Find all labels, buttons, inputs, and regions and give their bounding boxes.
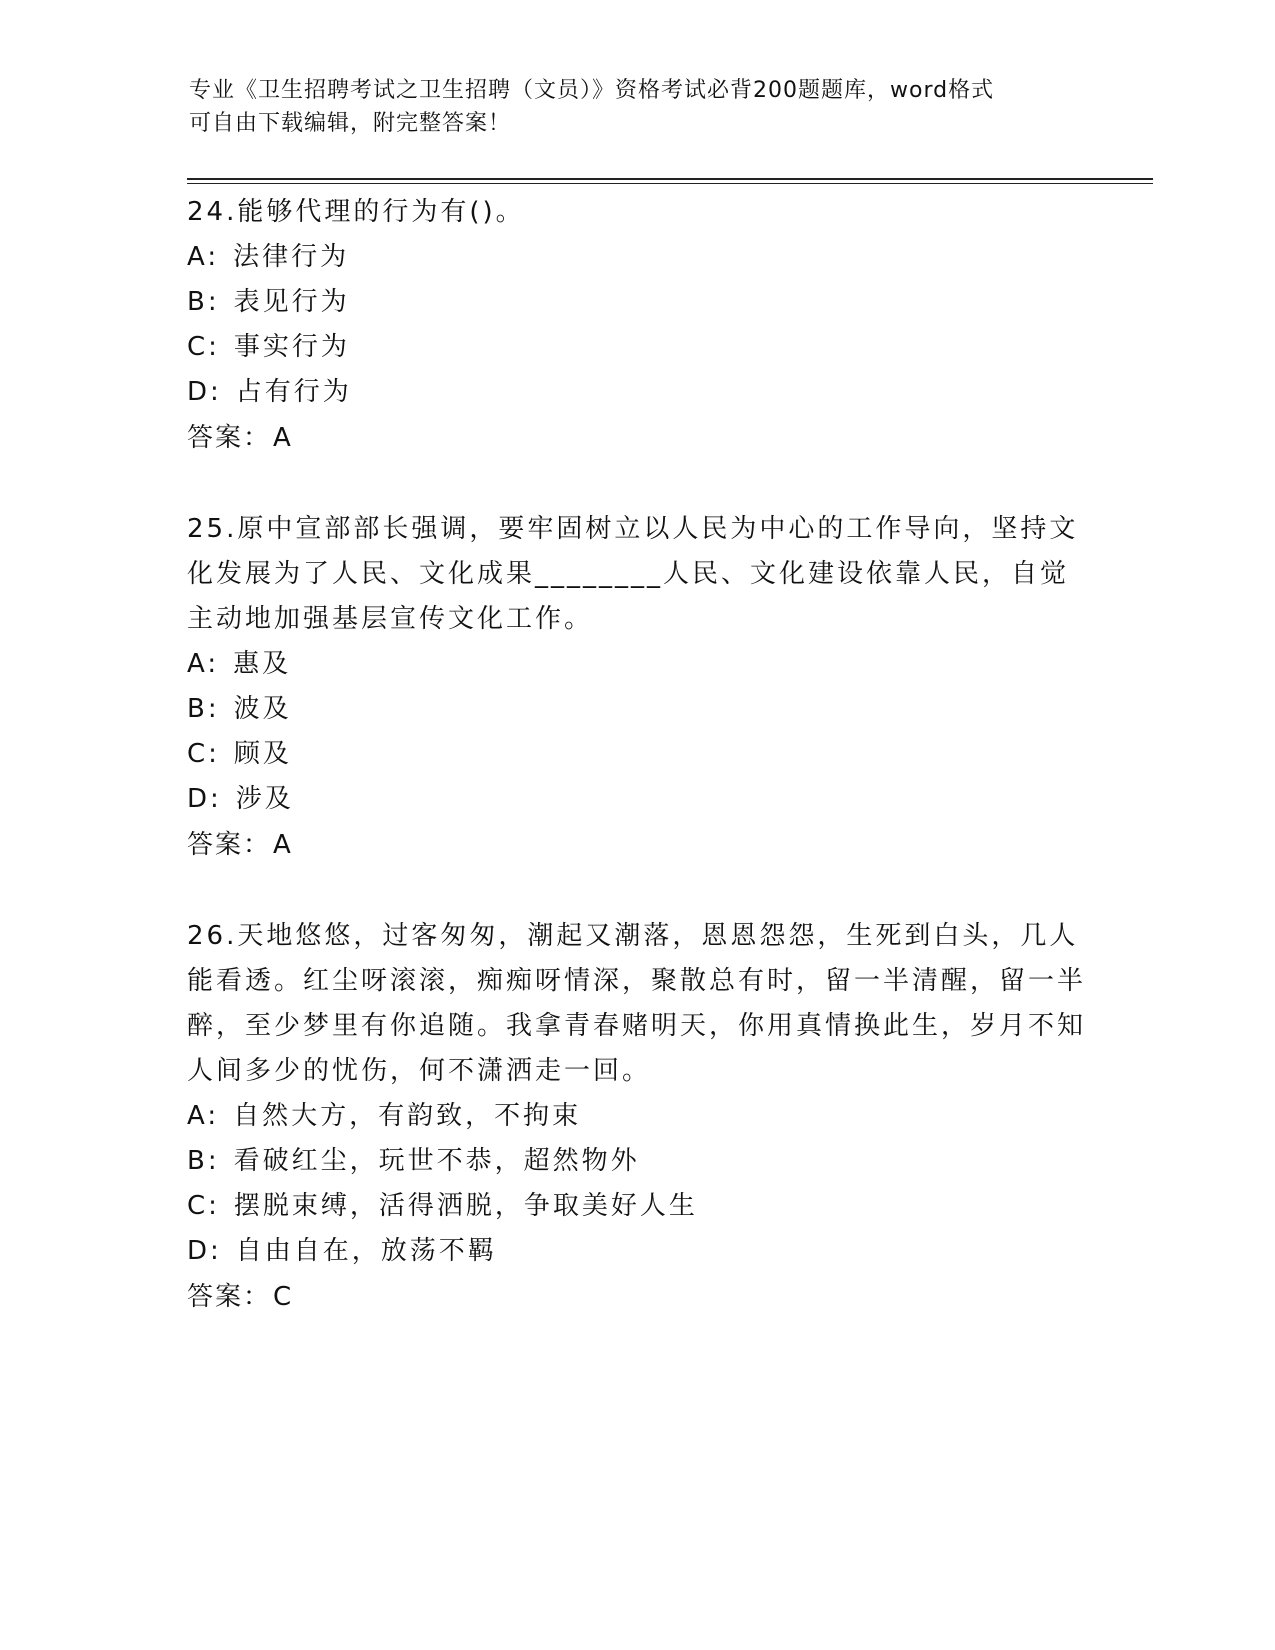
option-a (187, 1094, 1087, 1139)
option-c (187, 1184, 1087, 1229)
option-text: 摆脱束缚，活得洒脱，争取美好人生 (233, 1191, 698, 1221)
option-letter: D: (187, 1236, 222, 1266)
document-header (189, 74, 1069, 140)
option-letter: C: (187, 1191, 220, 1221)
option-b (187, 280, 1087, 325)
option-c (187, 732, 1087, 777)
question-list (187, 190, 1087, 1366)
answer-value: A (273, 423, 293, 453)
question-stem (187, 914, 1087, 1094)
option-list (187, 1094, 1087, 1274)
answer-value: C (273, 1282, 294, 1312)
option-d (187, 1229, 1087, 1274)
answer-line (187, 415, 1087, 461)
header-divider-thin (187, 183, 1153, 184)
answer-line (187, 822, 1087, 868)
option-letter: B: (187, 694, 220, 724)
option-a (187, 642, 1087, 687)
question-number: 26. (187, 921, 238, 951)
option-text: 惠及 (233, 649, 292, 679)
option-text: 事实行为 (233, 332, 350, 362)
question-number: 25. (187, 514, 238, 544)
answer-label: 答案： (187, 1282, 272, 1312)
option-letter: B: (187, 287, 220, 317)
option-list (187, 235, 1087, 415)
question-24 (187, 190, 1087, 461)
option-d (187, 777, 1087, 822)
option-text: 看破红尘，玩世不恭，超然物外 (233, 1146, 640, 1176)
answer-label: 答案： (187, 423, 272, 453)
option-a (187, 235, 1087, 280)
option-list (187, 642, 1087, 822)
option-c (187, 325, 1087, 370)
option-letter: C: (187, 739, 220, 769)
option-letter: A: (187, 1101, 220, 1131)
option-letter: A: (187, 242, 220, 272)
answer-label: 答案： (187, 830, 272, 860)
header-title-line-2: 可自由下载编辑，附完整答案！ (189, 111, 512, 136)
question-stem (187, 507, 1087, 642)
option-text: 自然大方，有韵致，不拘束 (233, 1101, 582, 1131)
header-divider-thick (187, 178, 1153, 180)
option-d (187, 370, 1087, 415)
option-letter: C: (187, 332, 220, 362)
question-text: 能够代理的行为有()。 (237, 197, 525, 227)
question-26 (187, 914, 1087, 1320)
question-text: 原中宣部部长强调，要牢固树立以人民为中心的工作导向，坚持文化发展为了人民、文化成果________人民、文化建设依靠人民，自觉主动地加强基层宣传文化工作。 (187, 514, 1079, 634)
answer-line (187, 1274, 1087, 1320)
option-text: 顾及 (233, 739, 292, 769)
question-stem (187, 190, 1087, 235)
option-text: 法律行为 (233, 242, 350, 272)
option-letter: B: (187, 1146, 220, 1176)
question-25 (187, 507, 1087, 868)
option-b (187, 687, 1087, 732)
option-text: 波及 (233, 694, 292, 724)
answer-value: A (273, 830, 293, 860)
option-b (187, 1139, 1087, 1184)
question-number: 24. (187, 197, 238, 227)
header-title-line-1: 专业《卫生招聘考试之卫生招聘（文员）》资格考试必背200题题库，word格式 (189, 78, 995, 103)
option-text: 表见行为 (233, 287, 350, 317)
option-letter: A: (187, 649, 220, 679)
option-text: 占有行为 (235, 377, 352, 407)
question-text: 天地悠悠，过客匆匆，潮起又潮落，恩恩怨怨，生死到白头，几人能看透。红尘呀滚滚，痴痴呀情深，聚散总有时，留一半清醒，留一半醉，至少梦里有你追随。我拿青春赌明天，你用真情换此生，岁月不知人间多少的忧伤，何不潇洒走一回。 (187, 921, 1087, 1086)
option-letter: D: (187, 377, 222, 407)
option-text: 涉及 (235, 784, 294, 814)
option-text: 自由自在，放荡不羁 (235, 1236, 497, 1266)
option-letter: D: (187, 784, 222, 814)
